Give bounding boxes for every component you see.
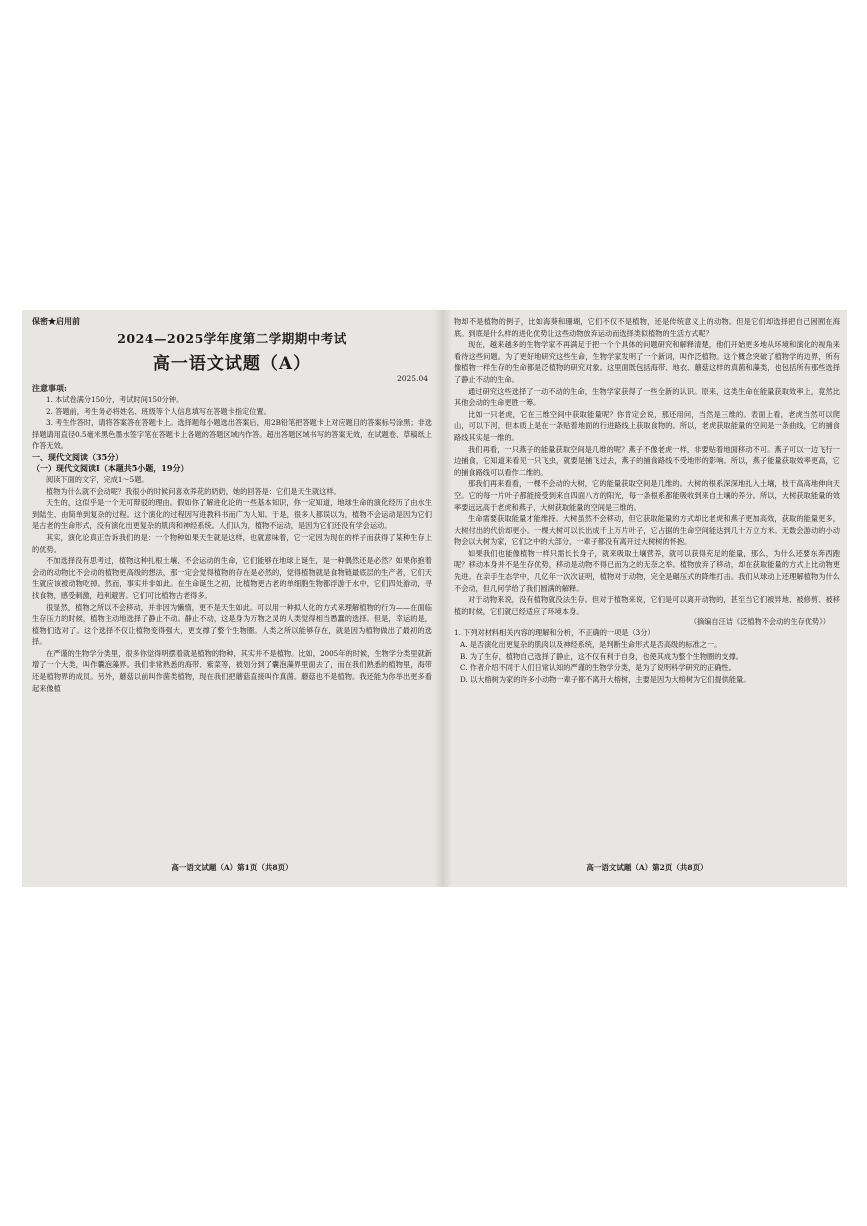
exam-page-1 bbox=[32, 316, 432, 881]
page-fold bbox=[434, 310, 452, 887]
passage-paragraph: 天生的，这似乎是一个无可辩驳的理由。假如你了解进化论的一些基本知识，你一定知道，地球生命的演化经历了由水生到陆生、由简单到复杂的过程。这个演化的过程因写进教科书而广为人知。于是，很多人都误以为，植物不会运动是因为它们是古老的生命形式，没有演化出更复杂的肌肉和神经系统。人们认为，植物不运动，是因为它们还没有学会运动。 bbox=[32, 498, 432, 531]
notice-heading: 注意事项: bbox=[32, 383, 67, 393]
scanned-exam-spread bbox=[22, 310, 847, 887]
passage-source: （摘编自汪诘《泛植物不会动的生存优势》） bbox=[689, 617, 830, 627]
passage-paragraph: 那我们再来看看，一棵不会动的大树，它的能量获取空间是几维的。大树的根系深深地扎入土壤，枝干高高地伸向天空。它的每一片叶子都能接受到来自四面八方的阳光，每一条根系都能吸收到来自土壤的养分。所以，大树获取能量的效率要远远高于老虎和燕子，大树获取能量的空间是三维的。 bbox=[454, 479, 840, 512]
passage-paragraph: 通过研究这些选择了一动不动的生命，生物学家获得了一些全新的认识。原来，这类生命在能量获取效率上，竟然比其他会动的生命更胜一筹。 bbox=[454, 386, 840, 408]
question-stem: 1. 下列对材料相关内容的理解和分析，不正确的一项是（3分） bbox=[454, 628, 655, 638]
passage-paragraph: 很显然，植物之所以不会移动，并非因为懒惰，更不是天生如此。可以用一种拟人化的方式来理解植物的行为——在面临生存压力的时候，植物主动地选择了静止不动。静止不动，这是身为万物之灵的人类觉得相当愚蠢的选择。但是，幸运的是，植物们选对了。这个选择不仅让植物变得强大，更支撑了整个生物圈。人类之所以能够存在，就是因为植物做出了最初的选择。 bbox=[32, 602, 432, 647]
exam-date: 2025.04 bbox=[396, 374, 428, 383]
question-option: D. 以大榕树为家的许多小动物一辈子都不离开大榕树，主要是因为大榕树为它们提供能量。 bbox=[460, 674, 751, 684]
exam-subject-title: 高一语文试题（A） bbox=[152, 354, 312, 374]
passage-paragraph: 在严谨的生物学分类里，很多你觉得明摆着就是植物的物种，其实并不是植物。比如，2005年的时候，生物学分类里就新增了一个大类，叫作囊泡藻界。我们非常熟悉的海带、紫菜等，被划分到了囊泡藻界里面去了，而在我们熟悉的植物里，海带还是植物界的成员。另外，蘑菇以前叫作菌类植物，现在我们把蘑菇直接叫作真菌。蘑菇也不是植物。我还能为你举出更多看起来像植 bbox=[32, 648, 432, 693]
page-footer: 高一语文试题（A）第1页（共8页） bbox=[171, 863, 293, 872]
passage-paragraph: 对于动物来说，没有植物就没法生存。但对于植物来说，它们是可以离开动物的，甚至当它们被异地、被修剪、被移植的时候，它们就已经适应了环境本身。 bbox=[454, 595, 840, 616]
notice-item: 2. 答题前，考生务必将姓名、班级等个人信息填写在答题卡指定位置。 bbox=[46, 406, 271, 416]
passage-paragraph: 物却不是植物的例子，比如海葵和珊瑚，它们不仅不是植物，还是传统意义上的动物。但是它们却选择把自己困囿在海底。到底是什么样的进化优势让这些动物放弃运动而选择类似植物的生活方式呢？ bbox=[454, 317, 840, 338]
exam-title: 2024—2025学年度第二学期期中考试 bbox=[117, 331, 347, 346]
page-footer: 高一语文试题（A）第2页（共8页） bbox=[586, 863, 708, 872]
passage-paragraph: 如果我们也能像植物一样只需长长身子，就来吸取土壤营养，就可以获得充足的能量，那么，为什么还要东奔西跑呢？移动本身并不是生存优势，移动是动物不得已而为之的无奈之举。植物放弃了移动，却在获取能量的方式上比动物更先进。在亲手生态学中，几亿年一次次证明，植物对于动物，完全是碾压式的降维打击。我们从球动上还理解植物为什么不会动，但几何学给了我们圆满的解释。 bbox=[454, 548, 840, 593]
exam-page-2 bbox=[454, 316, 840, 881]
question-option: A. 是否演化出更复杂的肌肉以及神经系统，是判断生命形式是否高级的标准之一。 bbox=[460, 640, 722, 650]
confidential-label: 保密★启用前 bbox=[32, 316, 80, 326]
passage-paragraph: 生命需要获取能量才能维持。大树虽然不会移动，但它获取能量的方式却比老虎和燕子更加高效，获取的能量更多，大树付出的代价却更小。一棵大树可以长出成千上万片叶子，它占据的生命空间能达到几十万立方米。无数会游动的小动物会以大树为家，它们之中的大部分，一辈子都没有离开过大树树的怀抱。 bbox=[454, 514, 840, 547]
section-heading: 一、现代文阅读（35分） bbox=[32, 451, 124, 462]
notice-item: 1. 本试卷满分150分，考试时间150分钟。 bbox=[46, 395, 184, 404]
passage-paragraph: 现在，越来越多的生物学家不再满足于把一个个具体的问题研究和解释清楚，他们开始更多地从环境和演化的视角来看待这些问题。为了更好地研究这些生命，生物学家发明了一个新词，叫作泛植物。这个概念突破了植物学的边界，所有像植物一样生存的生命都是泛植物的研究对象。这里面既包括海带、地衣、蘑菇这样的真菌和藻类，也包括所有那些选择了静止不动的生命。 bbox=[454, 340, 840, 384]
notice-item: 3. 考生作答时，请将答案答在答题卡上。选择题每小题选出答案后，用2B铅笔把答题卡上对应题目的答案标号涂黑；非选择题请用直径0.5毫米黑色墨水签字笔在答题卡上各题的答题区域内作答。超出答题区域书写的答案无效，在试题卷、草稿纸上作答无效。 bbox=[32, 418, 432, 451]
question-option: C. 作者介绍不同于人们日常认知的严谨的生物学分类，是为了说明科学研究的正确性。 bbox=[460, 663, 736, 673]
reading-instruction: 阅读下面的文字，完成1～5题。 bbox=[46, 474, 149, 484]
passage-paragraph: 其实，演化论真正告诉我们的是：一个物种如果天生就是这样，也就意味着，它一定因为现在的样子而获得了某种生存上的优势。 bbox=[32, 532, 432, 554]
passage-paragraph: 我们再看，一只燕子的能量获取空间是几维的呢？燕子不像老虎一样，非要贴着地面移动不可。燕子可以一边飞行一边捕食，它知道来看见一只飞虫，就要是捕飞过去，燕子的捕食路线不受地形的影响。所以，燕子能量获取效率更高，它的捕食路线可以看作二维的。 bbox=[454, 444, 840, 477]
passage-paragraph: 不加选择没有思考过，植物这种扎根土壤、不会运动的生命，它们能够在地球上诞生，是一种偶然还是必然？如果你抱着会动的动物比不会动的植物更高级的想法，那一定会觉得植物的存在是必然的，觉得植物就是食物链最底层的生产者，它们天生就应该被动物吃掉。然而，事实并非如此。在生命诞生之初，比植物更古老的单细胞生物都浮游于水中，它们四处游动，寻找食物，感受刺激，趋利避害。它们可比植物古老得多。 bbox=[32, 556, 432, 600]
subsection-heading: （一）现代文阅读Ⅰ（本题共5小题，19分） bbox=[32, 462, 189, 473]
question-option: B. 为了生存，植物自己选择了静止，这不仅有利于自身，也使其成为整个生物圈的支撑。 bbox=[460, 651, 743, 661]
passage-paragraph: 比如一只老虎，它在三维空间中获取能量呢？你肯定会说，那还用问，当然是三维的。表面上看，老虎当然可以爬山，可以下河，但本质上是在一条贴着地面的行进路线上获取食物的。所以，老虎获取能量的空间是一条曲线，它的捕食路线其实是一维的。 bbox=[454, 409, 840, 442]
passage-paragraph: 植物为什么就不会动呢？我很小的时候问喜欢养花的奶奶，她的回答是：它们是天生就这样。 bbox=[46, 486, 341, 496]
